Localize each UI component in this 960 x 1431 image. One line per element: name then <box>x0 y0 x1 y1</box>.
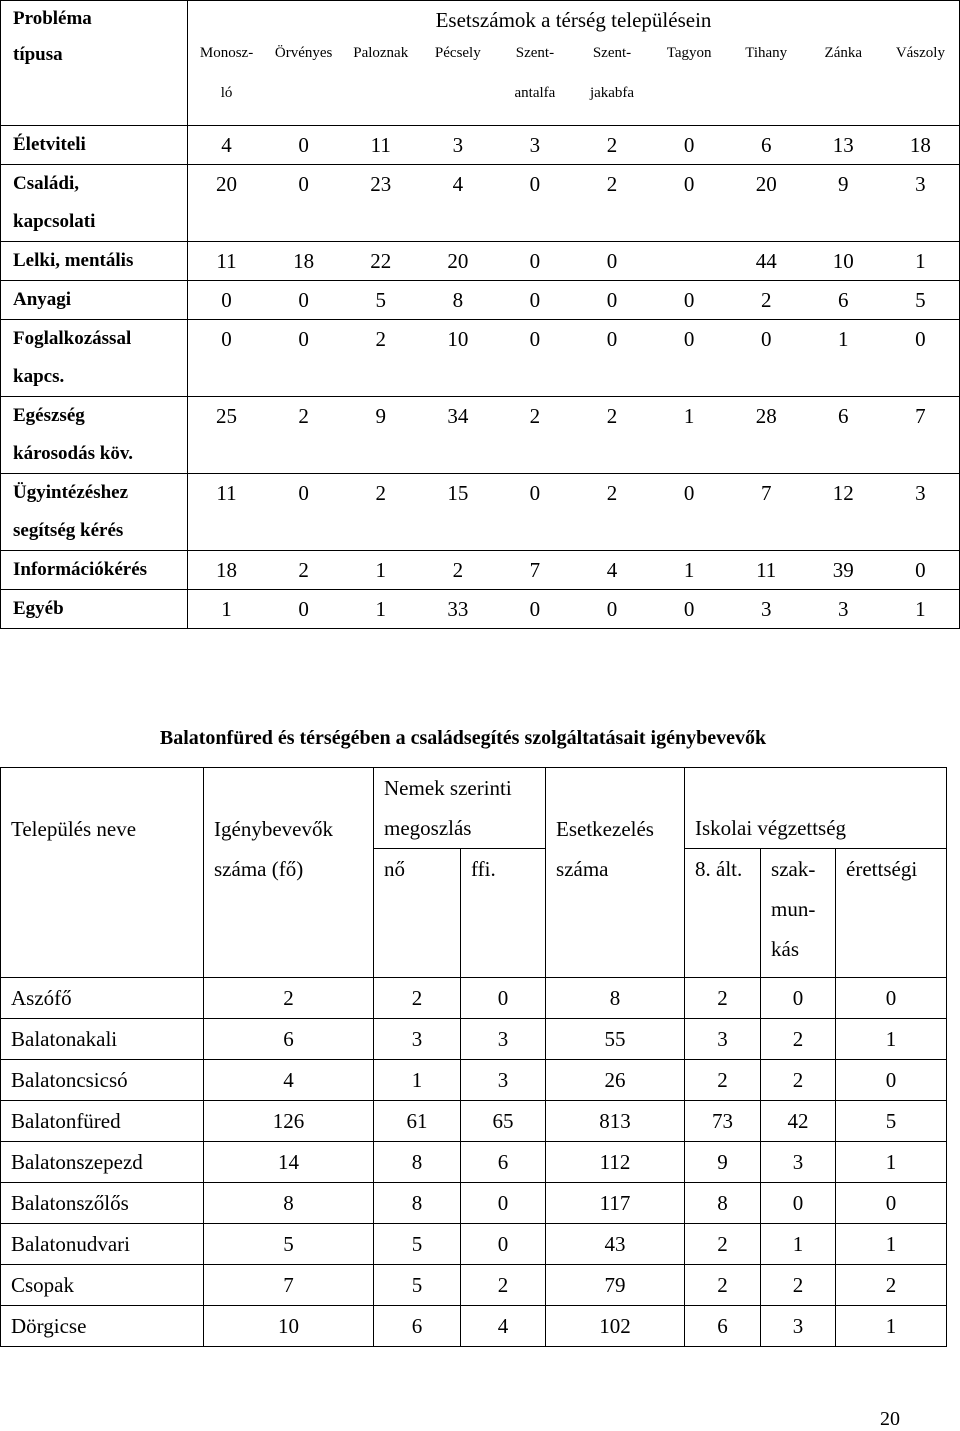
case-count: 1 <box>915 249 926 273</box>
case-count: 20 <box>216 172 238 196</box>
settlement-name: Csopak <box>1 1264 204 1305</box>
settlement-column-header <box>882 39 959 123</box>
case-count: 112 <box>546 1141 685 1182</box>
female-header: nő <box>374 849 461 978</box>
female-count: 3 <box>374 1018 461 1059</box>
male-count: 6 <box>461 1141 546 1182</box>
cases-header-cell-2 <box>546 849 685 978</box>
case-count: 8 <box>546 977 685 1018</box>
settlement-column-header-line1: Szent- <box>515 45 555 61</box>
case-count: 1 <box>915 597 926 621</box>
case-row <box>1 551 960 590</box>
case-count: 3 <box>452 133 464 157</box>
highschool-count: 0 <box>836 1182 947 1223</box>
case-count: 25 <box>216 404 238 428</box>
case-count: 0 <box>915 558 926 582</box>
case-row <box>1 126 960 165</box>
case-count: 11 <box>216 481 237 505</box>
settlement-column-header <box>188 39 265 123</box>
settlement-name: Aszófő <box>1 977 204 1018</box>
settlement-name: Balatonszepezd <box>1 1141 204 1182</box>
case-count: 1 <box>683 404 695 428</box>
settlement-column-header-line1: Tagyon <box>666 45 712 61</box>
case-count: 0 <box>529 597 541 621</box>
skilled-count: 3 <box>761 1141 836 1182</box>
cases-header-line2: száma <box>556 856 609 881</box>
settlement-row <box>1 1141 947 1182</box>
problem-type-label-line: Anyagi <box>13 289 72 310</box>
case-values <box>188 397 960 474</box>
settlement-name: Dörgicse <box>1 1305 204 1346</box>
service-table-header-row-2 <box>1 849 947 978</box>
highschool-count: 1 <box>836 1018 947 1059</box>
case-count: 18 <box>293 249 315 273</box>
elementary-count: 73 <box>685 1100 761 1141</box>
settlement-column-header-line2: ló <box>220 85 233 101</box>
service-users-table-title: Balatonfüred és térségében a családsegítés szolgáltatásait igénybevevők <box>159 727 767 749</box>
settlement-row <box>1 1223 947 1264</box>
case-count: 43 <box>546 1223 685 1264</box>
case-count: 2 <box>606 172 618 196</box>
case-count: 0 <box>606 249 618 273</box>
problem-type-label-line: segítség kérés <box>13 520 124 541</box>
case-count: 4 <box>452 172 464 196</box>
case-count: 3 <box>760 597 772 621</box>
skilled-count: 3 <box>761 1305 836 1346</box>
settlement-column-header <box>728 39 805 123</box>
users-count: 8 <box>204 1182 374 1223</box>
case-count: 0 <box>529 481 541 505</box>
female-count: 2 <box>374 977 461 1018</box>
case-count: 1 <box>375 597 386 621</box>
problem-type-label-line: Egészség <box>13 405 85 426</box>
problem-type-label <box>1 397 188 474</box>
service-users-table <box>0 767 947 1347</box>
case-count: 2 <box>606 133 618 157</box>
case-count: 5 <box>915 288 926 312</box>
case-count: 11 <box>370 133 391 157</box>
case-count: 1 <box>221 597 232 621</box>
case-count: 8 <box>452 288 464 312</box>
case-count: 10 <box>447 327 469 351</box>
highschool-count: 1 <box>836 1305 947 1346</box>
cases-header-line1: Esetkezelés <box>556 816 654 841</box>
case-count: 5 <box>375 288 386 312</box>
case-counts-group-title: Esetszámok a térség településein <box>188 1 960 40</box>
settlement-column-header <box>496 39 573 123</box>
problem-type-label <box>1 551 188 590</box>
problem-type-header-line1: Probléma <box>13 8 92 29</box>
case-count: 1 <box>838 327 849 351</box>
users-count: 5 <box>204 1223 374 1264</box>
male-count: 3 <box>461 1018 546 1059</box>
problem-type-label <box>1 165 188 242</box>
case-count: 3 <box>915 172 926 196</box>
elementary-count: 2 <box>685 977 761 1018</box>
case-count: 13 <box>832 133 854 157</box>
case-count: 33 <box>447 597 469 621</box>
page-number: 20 <box>880 1408 900 1430</box>
case-count: 2 <box>760 288 772 312</box>
users-header-line2: száma (fő) <box>214 856 304 881</box>
case-count: 0 <box>298 481 309 505</box>
problem-type-header-line2: típusa <box>13 44 63 65</box>
male-count: 4 <box>461 1305 546 1346</box>
settlement-row <box>1 977 947 1018</box>
skilled-count: 2 <box>761 1059 836 1100</box>
case-count: 0 <box>298 288 309 312</box>
settlement-row <box>1 1059 947 1100</box>
case-count: 39 <box>832 558 854 582</box>
case-count: 10 <box>832 249 854 273</box>
case-count: 2 <box>452 558 464 582</box>
settlement-column-header <box>805 39 882 123</box>
skilled-count: 42 <box>761 1100 836 1141</box>
case-count: 2 <box>375 481 386 505</box>
problem-type-label <box>1 474 188 551</box>
problem-type-label-line: Életviteli <box>13 134 86 155</box>
case-values <box>188 281 960 320</box>
case-count: 2 <box>606 481 618 505</box>
settlement-row <box>1 1018 947 1059</box>
case-count: 6 <box>838 404 849 428</box>
case-count: 0 <box>683 481 695 505</box>
female-count: 8 <box>374 1141 461 1182</box>
problem-type-label-line: Információkérés <box>13 559 148 580</box>
case-count: 0 <box>298 172 309 196</box>
case-count: 20 <box>755 172 777 196</box>
problem-type-label <box>1 126 188 165</box>
settlement-column-header-line1: Vászoly <box>895 45 945 61</box>
settlement-header-spacer <box>1 849 204 978</box>
problem-type-label-line: Foglalkozással <box>13 328 132 349</box>
case-values <box>188 242 960 281</box>
case-count: 0 <box>221 288 232 312</box>
case-count: 11 <box>216 249 237 273</box>
case-count: 11 <box>756 558 777 582</box>
problem-type-label <box>1 242 188 281</box>
settlement-column-header-line1: Szent- <box>592 45 632 61</box>
users-header-cell-2 <box>204 849 374 978</box>
problem-type-label <box>1 281 188 320</box>
case-values <box>188 551 960 590</box>
case-count: 0 <box>221 327 232 351</box>
elementary-count: 2 <box>685 1223 761 1264</box>
elementary-count: 8 <box>685 1182 761 1223</box>
case-count: 1 <box>683 558 695 582</box>
case-count: 0 <box>606 597 618 621</box>
female-count: 5 <box>374 1223 461 1264</box>
case-count: 4 <box>606 558 618 582</box>
case-count: 1 <box>375 558 386 582</box>
case-count: 0 <box>683 133 695 157</box>
case-count: 2 <box>375 327 386 351</box>
case-count: 79 <box>546 1264 685 1305</box>
case-count: 4 <box>221 133 232 157</box>
case-count: 26 <box>546 1059 685 1100</box>
elementary-header: 8. ált. <box>685 849 761 978</box>
elementary-count: 2 <box>685 1264 761 1305</box>
highschool-count: 0 <box>836 977 947 1018</box>
case-count: 22 <box>370 249 392 273</box>
settlement-column-header <box>419 39 496 123</box>
settlement-name: Balatonudvari <box>1 1223 204 1264</box>
case-count: 0 <box>529 288 541 312</box>
case-count: 2 <box>298 558 309 582</box>
case-count: 0 <box>298 327 309 351</box>
skilled-count: 2 <box>761 1264 836 1305</box>
case-count: 0 <box>298 597 309 621</box>
case-count: 0 <box>298 133 309 157</box>
gender-header-line1: Nemek szerinti <box>384 776 512 800</box>
case-count <box>651 242 728 280</box>
users-count: 14 <box>204 1141 374 1182</box>
case-counts-table <box>0 0 960 629</box>
case-count: 117 <box>546 1182 685 1223</box>
female-count: 5 <box>374 1264 461 1305</box>
settlement-column-header <box>573 39 650 123</box>
case-count: 44 <box>755 249 777 273</box>
case-count: 0 <box>683 288 695 312</box>
settlement-name: Balatoncsicsó <box>1 1059 204 1100</box>
case-count: 20 <box>447 249 469 273</box>
settlement-column-header-line1: Zánka <box>824 45 863 61</box>
highschool-count: 5 <box>836 1100 947 1141</box>
skilled-count: 2 <box>761 1018 836 1059</box>
case-values <box>188 590 960 629</box>
users-count: 4 <box>204 1059 374 1100</box>
settlement-name: Balatonfüred <box>1 1100 204 1141</box>
problem-type-label-line: Ügyintézéshez <box>13 482 129 503</box>
case-count: 3 <box>915 481 926 505</box>
case-row <box>1 281 960 320</box>
case-count: 12 <box>832 481 854 505</box>
case-count: 15 <box>447 481 469 505</box>
problem-type-label-line: károsodás köv. <box>13 443 134 464</box>
settlement-row <box>1 1305 947 1346</box>
gender-header-cell <box>374 768 546 849</box>
problem-type-label-line: Lelki, mentális <box>13 250 134 271</box>
elementary-count: 2 <box>685 1059 761 1100</box>
skilled-header-line1: szak- <box>771 857 816 881</box>
users-count: 7 <box>204 1264 374 1305</box>
settlement-row <box>1 1264 947 1305</box>
case-count: 6 <box>760 133 772 157</box>
case-row <box>1 165 960 242</box>
settlement-name: Balatonszőlős <box>1 1182 204 1223</box>
case-count: 7 <box>760 481 772 505</box>
users-count: 10 <box>204 1305 374 1346</box>
highschool-count: 1 <box>836 1141 947 1182</box>
problem-type-label <box>1 590 188 629</box>
settlement-column-header <box>651 39 728 123</box>
case-count: 18 <box>216 558 238 582</box>
problem-type-label <box>1 320 188 397</box>
case-count: 2 <box>606 404 618 428</box>
case-count: 7 <box>529 558 541 582</box>
case-count: 3 <box>838 597 849 621</box>
male-count: 0 <box>461 1182 546 1223</box>
skilled-count: 0 <box>761 977 836 1018</box>
case-count: 0 <box>529 249 541 273</box>
settlement-header: Település neve <box>11 816 137 841</box>
case-count: 0 <box>606 327 618 351</box>
service-table-header-row-1 <box>1 768 947 849</box>
female-count: 61 <box>374 1100 461 1141</box>
highschool-count: 2 <box>836 1264 947 1305</box>
case-count: 102 <box>546 1305 685 1346</box>
case-row <box>1 242 960 281</box>
male-count: 0 <box>461 977 546 1018</box>
case-count: 0 <box>683 597 695 621</box>
users-count: 6 <box>204 1018 374 1059</box>
problem-type-label-line: Egyéb <box>13 598 64 619</box>
female-count: 1 <box>374 1059 461 1100</box>
male-count: 65 <box>461 1100 546 1141</box>
case-count: 813 <box>546 1100 685 1141</box>
education-header: Iskolai végzettség <box>695 816 847 840</box>
case-count: 55 <box>546 1018 685 1059</box>
settlement-column-header-line1: Pécsely <box>434 45 481 61</box>
elementary-count: 3 <box>685 1018 761 1059</box>
cases-header-cell <box>546 768 685 849</box>
settlement-row <box>1 1182 947 1223</box>
highschool-header: érettségi <box>836 849 947 978</box>
case-count: 3 <box>529 133 541 157</box>
settlement-column-header-line2: antalfa <box>514 85 556 101</box>
case-row <box>1 590 960 629</box>
case-count: 0 <box>683 172 695 196</box>
settlement-column-header-line1: Örvényes <box>274 45 333 61</box>
case-count: 0 <box>529 327 541 351</box>
case-values <box>188 126 960 165</box>
settlement-column-header-line2: jakabfa <box>589 85 635 101</box>
settlement-column-header <box>265 39 342 123</box>
male-count: 0 <box>461 1223 546 1264</box>
male-count: 3 <box>461 1059 546 1100</box>
problem-type-label-line: kapcs. <box>13 366 65 387</box>
settlement-column-header-line1: Monosz- <box>199 45 254 61</box>
case-count: 34 <box>447 404 469 428</box>
case-table-header-row <box>1 1 960 40</box>
case-values <box>188 320 960 397</box>
settlement-column-header-line1: Tihany <box>745 45 788 61</box>
gender-header-line2: megoszlás <box>384 816 472 840</box>
users-header-line1: Igénybevevők <box>214 816 333 841</box>
settlement-header-cell <box>1 768 204 849</box>
case-count: 2 <box>529 404 541 428</box>
users-header-cell <box>204 768 374 849</box>
case-row <box>1 474 960 551</box>
skilled-header-line3: kás <box>771 937 800 961</box>
case-count: 0 <box>529 172 541 196</box>
problem-type-header <box>1 1 188 126</box>
users-count: 126 <box>204 1100 374 1141</box>
female-count: 8 <box>374 1182 461 1223</box>
case-count: 9 <box>838 172 849 196</box>
case-row <box>1 320 960 397</box>
case-count: 9 <box>375 404 386 428</box>
settlement-column-headers <box>188 39 960 126</box>
elementary-count: 6 <box>685 1305 761 1346</box>
users-count: 2 <box>204 977 374 1018</box>
male-header: ffi. <box>461 849 546 978</box>
case-count: 0 <box>915 327 926 351</box>
case-count: 6 <box>838 288 849 312</box>
case-count: 2 <box>298 404 309 428</box>
case-row <box>1 397 960 474</box>
female-count: 6 <box>374 1305 461 1346</box>
case-count: 0 <box>683 327 695 351</box>
skilled-count: 0 <box>761 1182 836 1223</box>
case-count: 0 <box>760 327 772 351</box>
elementary-count: 9 <box>685 1141 761 1182</box>
education-header-cell <box>685 768 947 849</box>
case-count: 28 <box>755 404 777 428</box>
case-values <box>188 165 960 242</box>
highschool-count: 0 <box>836 1059 947 1100</box>
case-count: 0 <box>606 288 618 312</box>
skilled-header <box>761 849 836 978</box>
problem-type-label-line: kapcsolati <box>13 211 96 232</box>
case-count: 23 <box>370 172 392 196</box>
settlement-row <box>1 1100 947 1141</box>
settlement-column-header-line1: Paloznak <box>353 45 409 61</box>
skilled-count: 1 <box>761 1223 836 1264</box>
case-count: 7 <box>915 404 926 428</box>
highschool-count: 1 <box>836 1223 947 1264</box>
problem-type-label-line: Családi, <box>13 173 79 194</box>
settlement-column-header <box>342 39 419 123</box>
skilled-header-line2: mun- <box>771 897 816 921</box>
case-values <box>188 474 960 551</box>
settlement-name: Balatonakali <box>1 1018 204 1059</box>
male-count: 2 <box>461 1264 546 1305</box>
case-count: 18 <box>909 133 931 157</box>
